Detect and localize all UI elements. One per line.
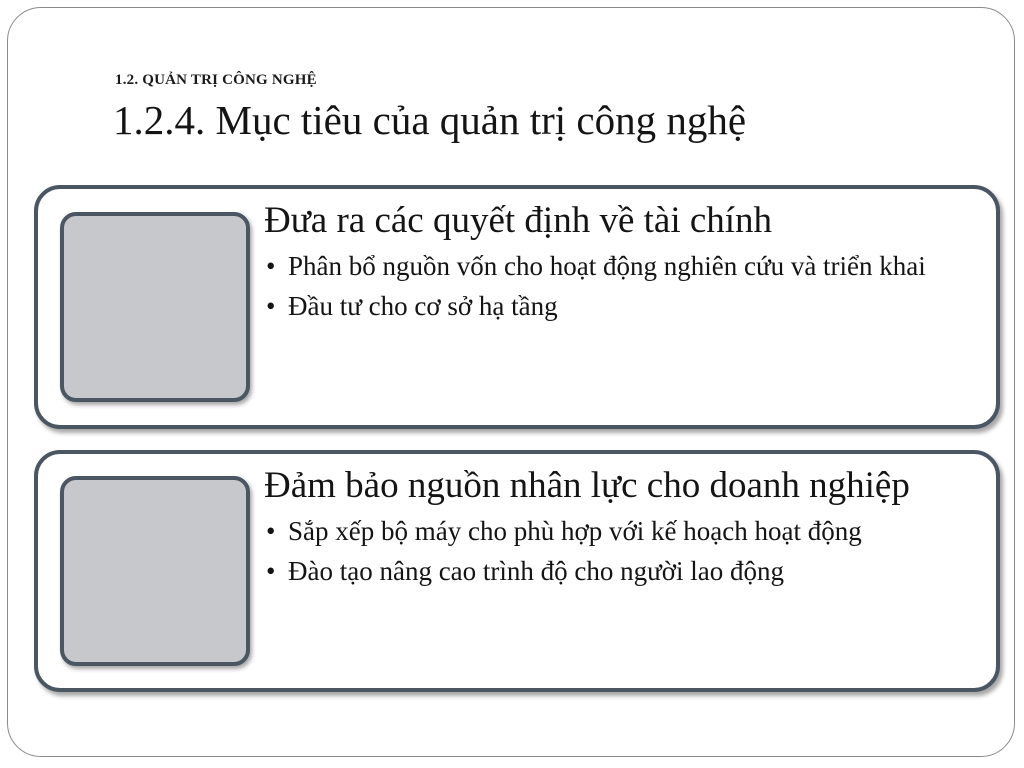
bullet-glyph: • (266, 556, 276, 586)
objective-card-human-resources (34, 450, 1000, 692)
card-heading: Đưa ra các quyết định về tài chính (264, 200, 773, 241)
card-image-placeholder (60, 476, 250, 666)
bullet-item (264, 290, 986, 322)
bullet-text: Đầu tư cho cơ sở hạ tầng (288, 291, 558, 321)
bullet-list (264, 250, 986, 322)
bullet-glyph: • (266, 516, 276, 546)
card-body (264, 199, 986, 330)
bullet-text: Phân bổ nguồn vốn cho hoạt động nghiên cứu và triển khai (288, 251, 926, 281)
section-label: 1.2. QUẢN TRỊ CÔNG NGHỆ (115, 72, 317, 88)
card-body (264, 464, 986, 595)
bullet-item (264, 515, 986, 547)
bullet-text: Đào tạo nâng cao trình độ cho người lao động (288, 556, 785, 586)
objective-card-finance (34, 185, 1000, 429)
bullet-glyph: • (266, 291, 276, 321)
card-heading: Đảm bảo nguồn nhân lực cho doanh nghiệp (264, 465, 910, 506)
bullet-text: Sắp xếp bộ máy cho phù hợp với kế hoạch hoạt động (288, 516, 862, 546)
slide-title: 1.2.4. Mục tiêu của quản trị công nghệ (113, 97, 747, 143)
card-image-placeholder (60, 212, 250, 402)
bullet-glyph: • (266, 251, 276, 281)
bullet-item (264, 555, 986, 587)
bullet-list (264, 515, 986, 587)
bullet-item (264, 250, 986, 282)
